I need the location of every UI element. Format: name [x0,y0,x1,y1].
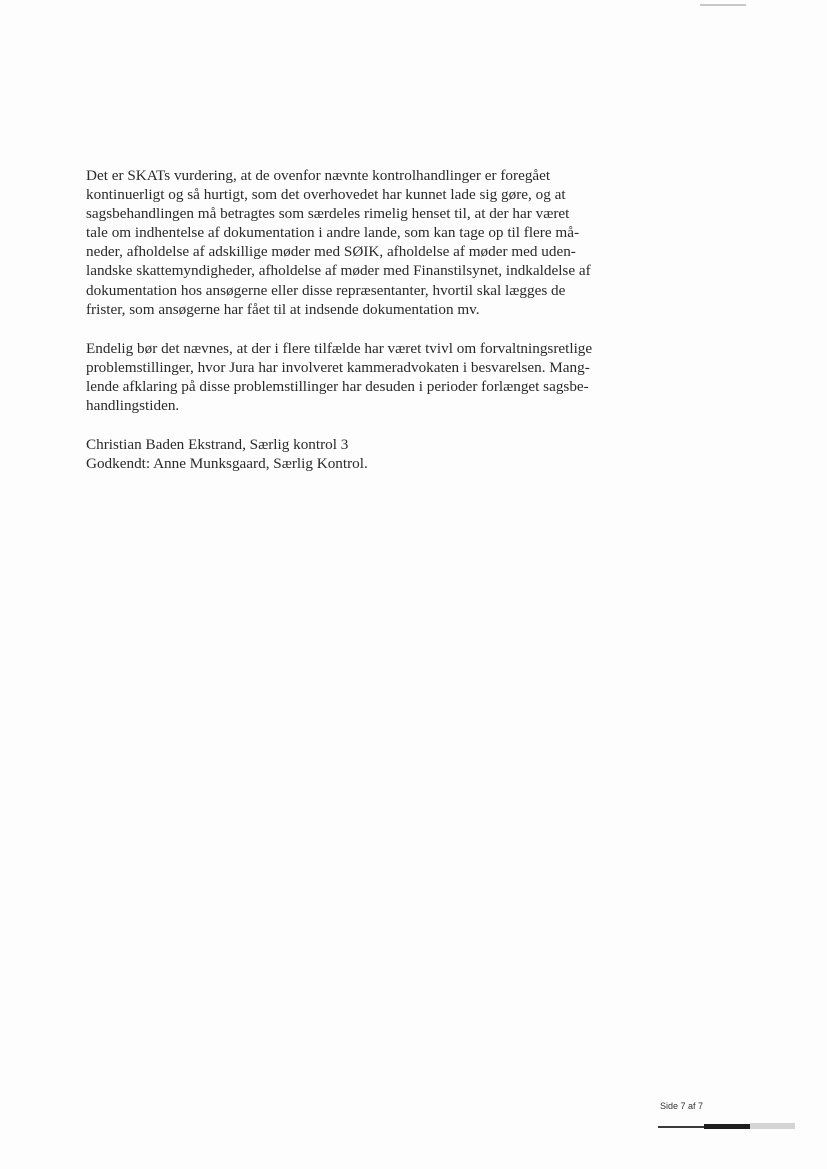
text-line: problemstillinger, hvor Jura har involveret kammeradvokaten i besvarelsen. Mang- [86,358,590,376]
text-line: lende afklaring på disse problemstillinger har desuden i perioder forlænget sagsbe- [86,377,589,395]
footer-bar-thin-segment [658,1126,704,1128]
text-line: handlingstiden. [86,397,180,415]
paragraph-legal-issues [86,339,626,415]
paragraph-control-assessment [86,166,626,319]
scan-edge-mark [700,4,746,6]
page-number: Side 7 af 7 [660,1101,704,1111]
text-line: dokumentation hos ansøgerne eller disse repræsentanter, hvortil skal lægges de [86,281,566,299]
text-line: kontinuerligt og så hurtigt, som det overhovedet har kunnet lade sig gøre, og at [86,186,566,204]
footer-bar-dark-segment [704,1124,750,1129]
footer-bar [658,1123,795,1129]
text-line: Endelig bør det nævnes, at der i flere tilfælde har været tvivl om forvaltningsretlige [86,339,593,357]
text-line: frister, som ansøgerne har fået til at indsende dokumentation mv. [86,300,480,318]
footer-bar-light-segment [750,1123,795,1129]
text-line: landske skattemyndigheder, afholdelse af møder med Finanstilsynet, indkaldelse af [86,262,591,280]
signature-approval: Godkendt: Anne Munksgaard, Særlig Kontrol. [86,455,368,473]
document-body [86,166,626,473]
text-line: Det er SKATs vurdering, at de ovenfor nævnte kontrolhandlinger er foregået [86,167,551,184]
text-line: tale om indhentelse af dokumentation i andre lande, som kan tage op til flere må- [86,224,580,242]
text-line: neder, afholdelse af adskillige møder med SØIK, afholdelse af møder med uden- [86,243,576,261]
text-line: sagsbehandlingen må betragtes som særdeles rimelig henset til, at der har været [86,205,570,223]
signature-author: Christian Baden Ekstrand, Særlig kontrol 3 [86,436,349,454]
signature-block [86,435,626,473]
